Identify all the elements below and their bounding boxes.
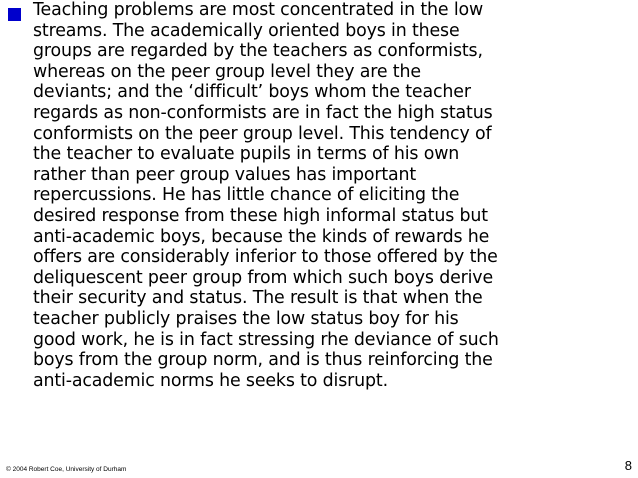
square-bullet-icon <box>8 8 21 21</box>
bullet-paragraph: Teaching problems are most concentrated in the low streams. The academically oriented boys in these groups are regarded by the teachers as conformists, whereas on the peer group level they are the deviants; and the ‘difficult’ boys whom the teacher regards as non-conformists are in fact the high status conformists on the peer group level. This tendency of the teacher to evaluate pupils in terms of his own rather than peer group values has important repercussions. He has little chance of eliciting the desired response from these high informal status but anti-academic boys, because the kinds of rewards he offers are considerably inferior to those offered by the deliquescent peer group from which such boys derive their security and status. The result is that when the teacher publicly praises the low status boy for his good work, he is in fact stressing rhe deviance of such boys from the group norm, and is thus reinforcing the anti-academic norms he seeks to disrupt. <box>33 0 499 391</box>
copyright-footer: © 2004 Robert Coe, University of Durham <box>6 466 127 473</box>
page-number: 8 <box>624 458 632 473</box>
